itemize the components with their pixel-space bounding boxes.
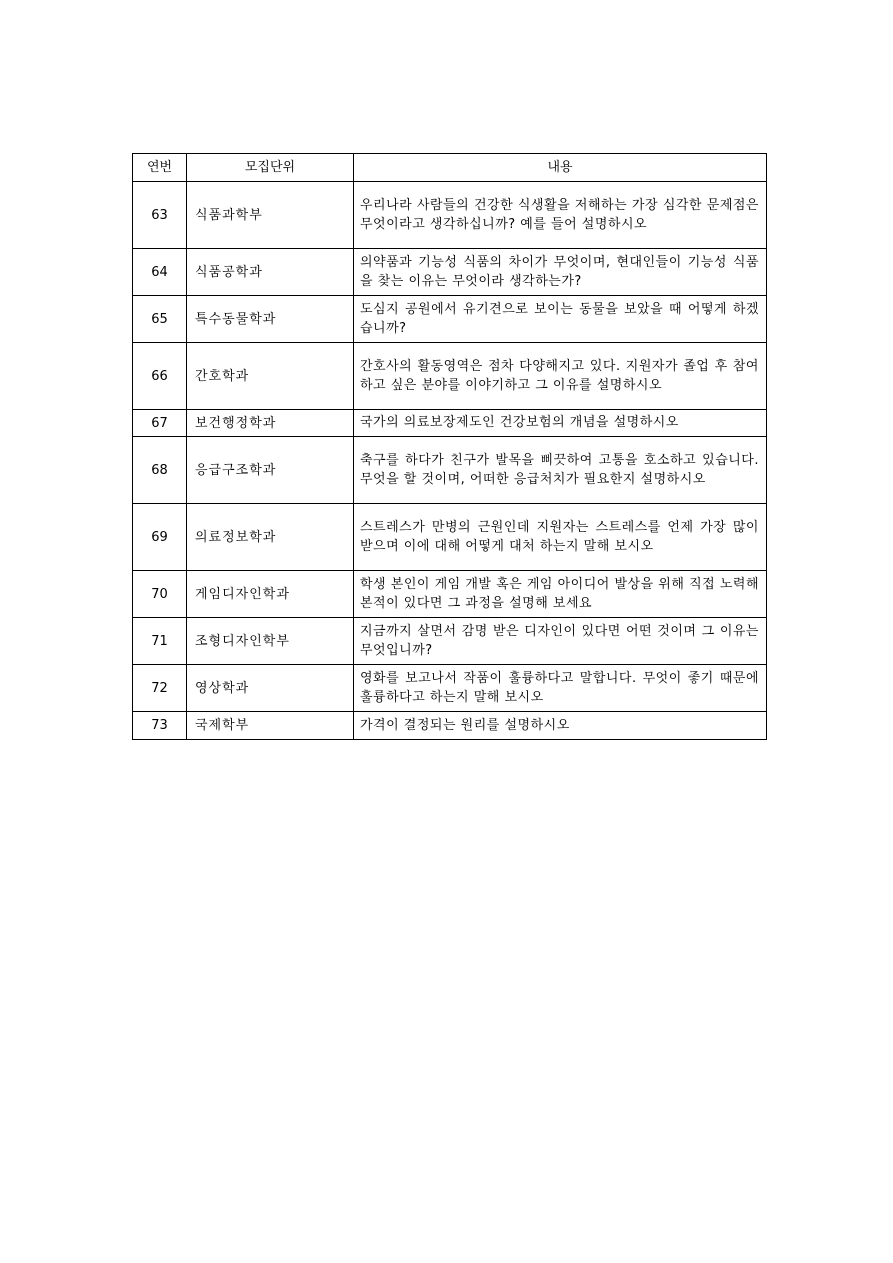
row-question: 스트레스가 만병의 근원인데 지원자는 스트레스를 언제 가장 많이 받으며 이에 대해 어떻게 대처 하는지 말해 보시오 — [354, 504, 767, 571]
table-row — [133, 665, 767, 712]
row-number: 71 — [133, 618, 187, 665]
row-number: 68 — [133, 437, 187, 504]
row-number: 73 — [133, 712, 187, 740]
table-row — [133, 343, 767, 410]
row-number: 64 — [133, 249, 187, 296]
table-row — [133, 182, 767, 249]
row-number: 69 — [133, 504, 187, 571]
row-recruitment-unit: 식품공학과 — [187, 249, 354, 296]
row-question: 학생 본인이 게임 개발 혹은 게임 아이디어 발상을 위해 직접 노력해 본적이 있다면 그 과정을 설명해 보세요 — [354, 571, 767, 618]
row-number: 63 — [133, 182, 187, 249]
row-question: 지금까지 살면서 감명 받은 디자인이 있다면 어떤 것이며 그 이유는 무엇입니까? — [354, 618, 767, 665]
row-question: 간호사의 활동영역은 점차 다양해지고 있다. 지원자가 졸업 후 참여하고 싶은 분야를 이야기하고 그 이유를 설명하시오 — [354, 343, 767, 410]
row-number: 72 — [133, 665, 187, 712]
row-question: 의약품과 기능성 식품의 차이가 무엇이며, 현대인들이 기능성 식품을 찾는 이유는 무엇이라 생각하는가? — [354, 249, 767, 296]
table-row — [133, 504, 767, 571]
row-question: 우리나라 사람들의 건강한 식생활을 저해하는 가장 심각한 문제점은 무엇이라고 생각하십니까? 예를 들어 설명하시오 — [354, 182, 767, 249]
row-recruitment-unit: 의료정보학과 — [187, 504, 354, 571]
row-recruitment-unit: 게임디자인학과 — [187, 571, 354, 618]
table-header-row — [133, 154, 767, 182]
row-recruitment-unit: 응급구조학과 — [187, 437, 354, 504]
row-number: 66 — [133, 343, 187, 410]
interview-question-table — [132, 153, 767, 740]
table-row — [133, 618, 767, 665]
table-row — [133, 712, 767, 740]
row-recruitment-unit: 식품과학부 — [187, 182, 354, 249]
header-recruitment-unit: 모집단위 — [187, 154, 354, 182]
table-row — [133, 249, 767, 296]
table-row — [133, 571, 767, 618]
row-number: 67 — [133, 410, 187, 437]
table-row — [133, 437, 767, 504]
row-recruitment-unit: 간호학과 — [187, 343, 354, 410]
header-number: 연번 — [133, 154, 187, 182]
row-recruitment-unit: 보건행정학과 — [187, 410, 354, 437]
header-content: 내용 — [354, 154, 767, 182]
row-question: 영화를 보고나서 작품이 훌륭하다고 말합니다. 무엇이 좋기 때문에 훌륭하다고 하는지 말해 보시오 — [354, 665, 767, 712]
row-recruitment-unit: 조형디자인학부 — [187, 618, 354, 665]
row-question: 국가의 의료보장제도인 건강보험의 개념을 설명하시오 — [354, 410, 767, 437]
row-question: 도심지 공원에서 유기견으로 보이는 동물을 보았을 때 어떻게 하겠습니까? — [354, 296, 767, 343]
row-question: 가격이 결정되는 원리를 설명하시오 — [354, 712, 767, 740]
row-question: 축구를 하다가 친구가 발목을 삐끗하여 고통을 호소하고 있습니다. 무엇을 할 것이며, 어떠한 응급처치가 필요한지 설명하시오 — [354, 437, 767, 504]
row-recruitment-unit: 영상학과 — [187, 665, 354, 712]
row-number: 70 — [133, 571, 187, 618]
row-number: 65 — [133, 296, 187, 343]
table-row — [133, 296, 767, 343]
table-row — [133, 410, 767, 437]
row-recruitment-unit: 국제학부 — [187, 712, 354, 740]
row-recruitment-unit: 특수동물학과 — [187, 296, 354, 343]
